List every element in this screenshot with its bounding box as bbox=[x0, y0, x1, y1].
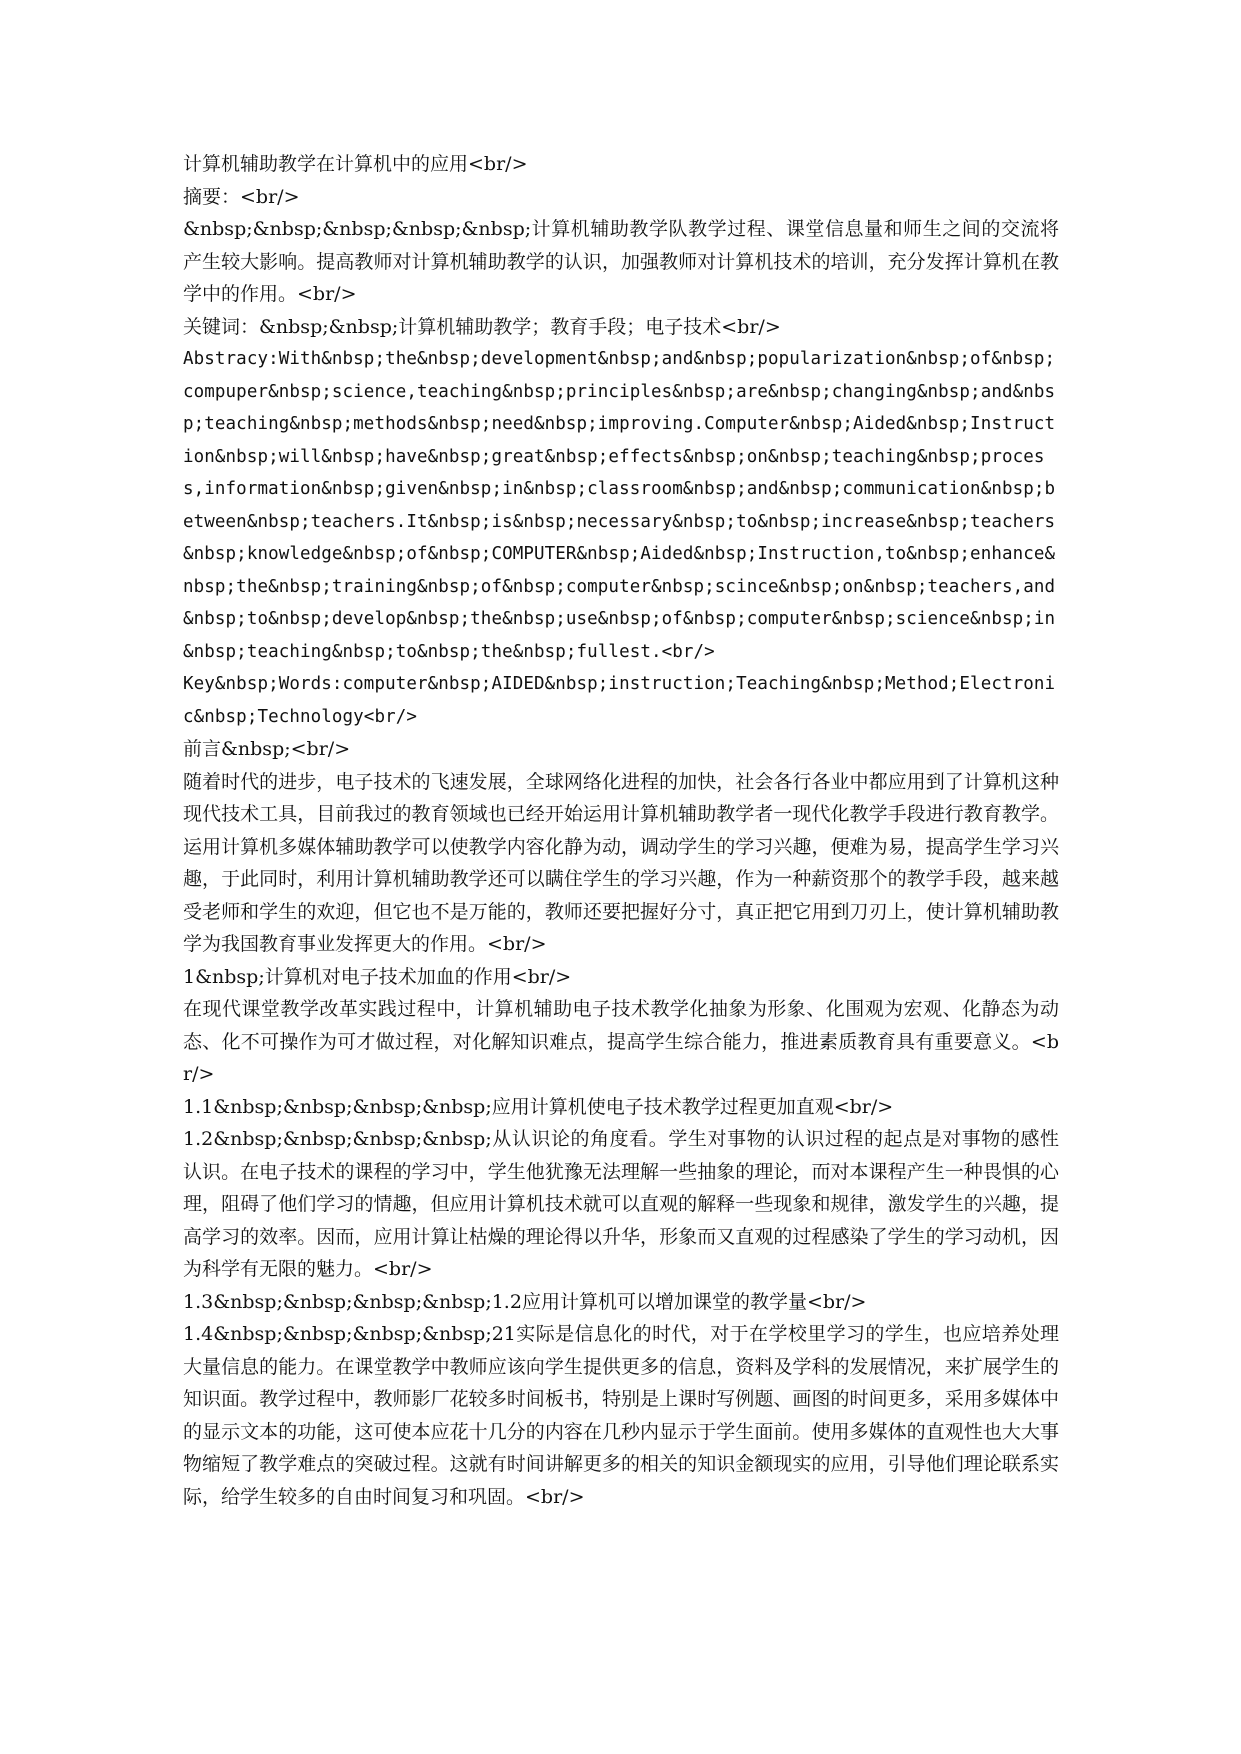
section-1-text: 在现代课堂教学改革实践过程中，计算机辅助电子技术教学化抽象为形象、化围观为宏观、化静态为动态、化不可操作为可才做过程，对化解知识难点，提高学生综合能力，推进素质教育具有重要意义。<br/> bbox=[183, 998, 1059, 1085]
english-abstract: Abstracy:With&nbsp;the&nbsp;development&nbsp;and&nbsp;popularization&nbsp;of&nbsp;compuper&nbsp;science,teaching&nbsp;principles&nbsp;are&nbsp;changing&nbsp;and&nbsp;teaching&nbsp;methods&nbsp;need&nbsp;improving.Computer&nbsp;Aided&nbsp;Instruction&nbsp;will&nbsp;have&nbsp;great&nbsp;effects&nbsp;on&nbsp;teaching&nbsp;process,information&nbsp;given&nbsp;in&nbsp;classroom&nbsp;and&nbsp;communication&nbsp;between&nbsp;teachers.It&nbsp;is&nbsp;necessary&nbsp;to&nbsp;increase&nbsp;teachers&nbsp;knowledge&nbsp;of&nbsp;COMPUTER&nbsp;Aided&nbsp;Instruction,to&nbsp;enhance&nbsp;the&nbsp;training&nbsp;of&nbsp;computer&nbsp;scince&nbsp;on&nbsp;teachers,and&nbsp;to&nbsp;develop&nbsp;the&nbsp;use&nbsp;of&nbsp;computer&nbsp;science&nbsp;in&nbsp;teaching&nbsp;to&nbsp;the&nbsp;fullest.<br/> bbox=[183, 349, 1056, 662]
section-1-2: 1.2&nbsp;&nbsp;&nbsp;&nbsp;从认识论的角度看。学生对事物的认识过程的起点是对事物的感性认识。在电子技术的课程的学习中，学生他犹豫无法理解一些抽象的理论，而对本课程产生一种畏惧的心理，阻碍了他们学习的情趣，但应用计算机技术就可以直观的解释一些现象和规律，激发学生的兴趣，提高学习的效率。因而，应用计算让枯燥的理论得以升华，形象而又直观的过程感染了学生的学习动机，因为科学有无限的魅力。<br/> bbox=[183, 1128, 1059, 1280]
keywords-line: 关键词：&nbsp;&nbsp;计算机辅助教学；教育手段；电子技术<br/> bbox=[183, 315, 781, 338]
section-1-3: 1.3&nbsp;&nbsp;&nbsp;&nbsp;1.2应用计算机可以增加课堂的教学量<br/> bbox=[183, 1290, 867, 1313]
abstract-text: &nbsp;&nbsp;&nbsp;&nbsp;&nbsp;计算机辅助教学队教学过程、课堂信息量和师生之间的交流将产生较大影响。提高教师对计算机辅助教学的认识，加强教师对计算机技术的培训，充分发挥计算机在教学中的作用。<br/> bbox=[183, 218, 1059, 305]
preface-text: 随着时代的进步，电子技术的飞速发展，全球网络化进程的加快，社会各行各业中都应用到了计算机这种现代技术工具，目前我过的教育领域也已经开始运用计算机辅助教学者一现代化教学手段进行教育教学。运用计算机多媒体辅助教学可以使教学内容化静为动，调动学生的学习兴趣，便难为易，提高学生学习兴趣，于此同时，利用计算机辅助教学还可以瞒住学生的学习兴趣，作为一种薪资那个的教学手段，越来越受老师和学生的欢迎，但它也不是万能的，教师还要把握好分寸，真正把它用到刀刃上，使计算机辅助教学为我国教育事业发挥更大的作用。<br/> bbox=[183, 770, 1059, 955]
document-page bbox=[183, 148, 1059, 1513]
english-keywords: Key&nbsp;Words:computer&nbsp;AIDED&nbsp;instruction;Teaching&nbsp;Method;Electronic&nbsp;Technology<br/> bbox=[183, 674, 1056, 727]
preface-heading: 前言&nbsp;<br/> bbox=[183, 738, 351, 760]
section-1-heading: 1&nbsp;计算机对电子技术加血的作用<br/> bbox=[183, 965, 572, 988]
document-title: 计算机辅助教学在计算机中的应用<br/> bbox=[183, 153, 528, 175]
section-1-4: 1.4&nbsp;&nbsp;&nbsp;&nbsp;21实际是信息化的时代，对于在学校里学习的学生，也应培养处理大量信息的能力。在课堂教学中教师应该向学生提供更多的信息，资料及学科的发展情况，来扩展学生的知识面。教学过程中，教师影厂花较多时间板书，特别是上课时写例题、画图的时间更多，采用多媒体中的显示文本的功能，这可使本应花十几分的内容在几秒内显示于学生面前。使用多媒体的直观性也大大事物缩短了教学难点的突破过程。这就有时间讲解更多的相关的知识金额现实的应用，引导他们理论联系实际，给学生较多的自由时间复习和巩固。<br/> bbox=[183, 1323, 1059, 1508]
abstract-heading: 摘要：<br/> bbox=[183, 185, 300, 208]
section-1-1: 1.1&nbsp;&nbsp;&nbsp;&nbsp;应用计算机使电子技术教学过程更加直观<br/> bbox=[183, 1095, 894, 1118]
